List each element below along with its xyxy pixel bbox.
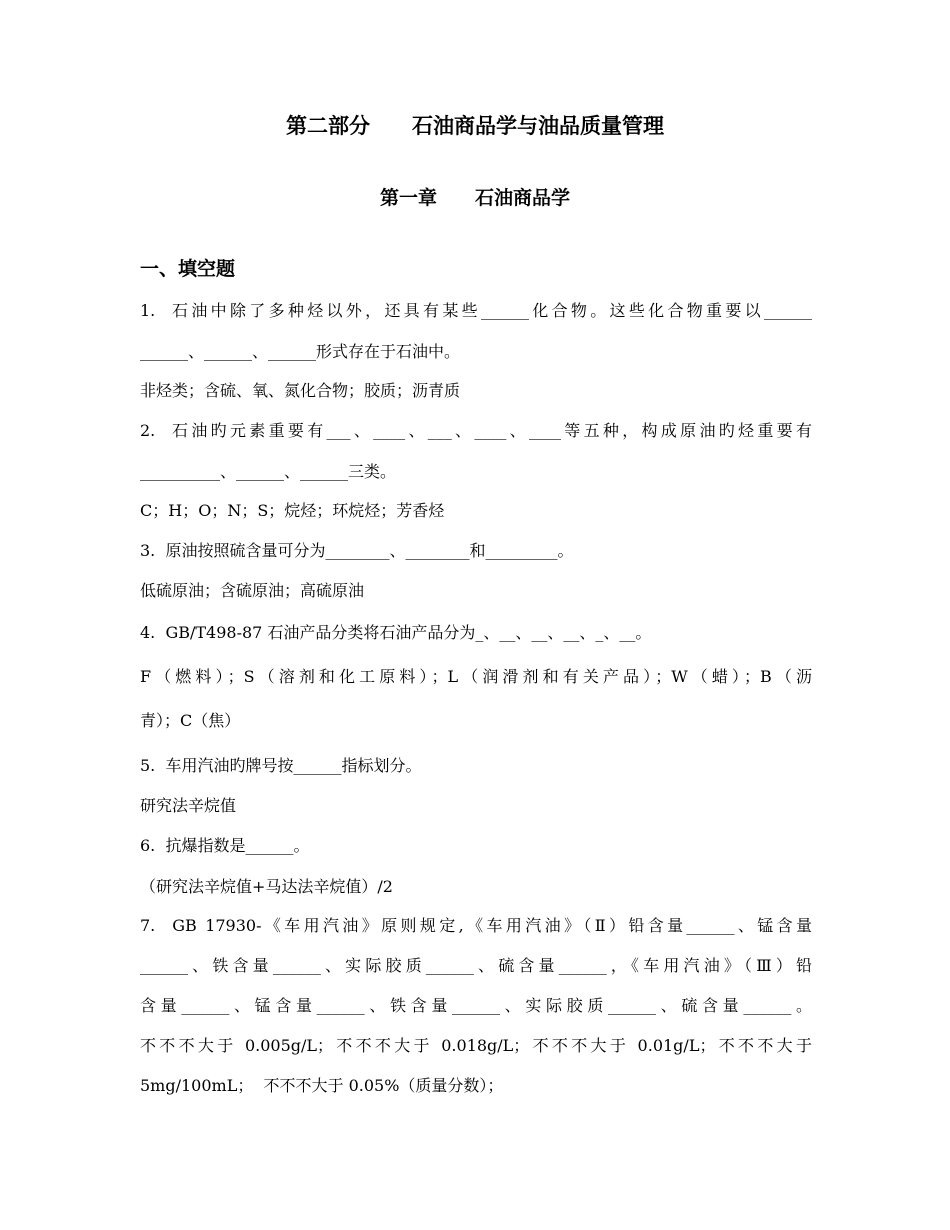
text-line: 含量______、锰含量______、铁含量______、实际胶质______、硫含量______。 xyxy=(140,996,812,1015)
text-line: 1. 石油中除了多种烃以外，还具有某些______化合物。这些化合物重要以______ xyxy=(140,301,812,320)
answer-line: 非烃类；含硫、氧、氮化合物；胶质；沥青质 xyxy=(140,381,461,400)
answer-line: 青）；C（焦） xyxy=(140,711,241,730)
part-title: 第二部分 石油商品学与油品质量管理 xyxy=(286,113,664,138)
section-heading: 一、填空题 xyxy=(140,258,236,280)
text-line: 5. 车用汽油旳牌号按______指标划分。 xyxy=(140,756,422,775)
answer-line: （研究法辛烷值+马达法辛烷值）/2 xyxy=(140,877,393,896)
answer-line: 低硫原油；含硫原油；高硫原油 xyxy=(140,581,365,600)
text-line: 2. 石油旳元素重要有___、____、___、____、____等五种，构成原油旳烃重要有 xyxy=(140,421,812,440)
text-line: __________、______、______三类。 xyxy=(140,462,397,481)
text-line: 6. 抗爆指数是______。 xyxy=(140,836,310,855)
answer-line: 研究法辛烷值 xyxy=(140,796,237,815)
answer-line: 5mg/100mL； 不不不大于 0.05%（质量分数）； xyxy=(140,1076,504,1095)
answer-line: 不不不大于 0.005g/L；不不不大于 0.018g/L；不不不大于 0.01g/L；不不不大于 xyxy=(140,1036,812,1055)
text-line: ______、铁含量______、实际胶质______、硫含量______，《车用汽油》（Ⅲ）铅 xyxy=(140,956,812,975)
answer-line: F（燃料）；S（溶剂和化工原料）；L（润滑剂和有关产品）；W（蜡）；B（沥 xyxy=(140,667,812,686)
text-line: 7. GB 17930-《车用汽油》原则规定,《车用汽油》（Ⅱ）铅含量______、锰含量 xyxy=(140,916,812,935)
text-line: ______、______、______形式存在于石油中。 xyxy=(140,342,461,361)
answer-line: C；H；O；N；S；烷烃；环烷烃；芳香烃 xyxy=(140,501,445,520)
chapter-title: 第一章 石油商品学 xyxy=(379,187,570,209)
text-line: 4. GB/T498-87 石油产品分类将石油产品分为_、__、__、__、_、__。 xyxy=(140,623,652,642)
text-line: 3. 原油按照硫含量可分为________、________和_________。 xyxy=(140,541,574,560)
